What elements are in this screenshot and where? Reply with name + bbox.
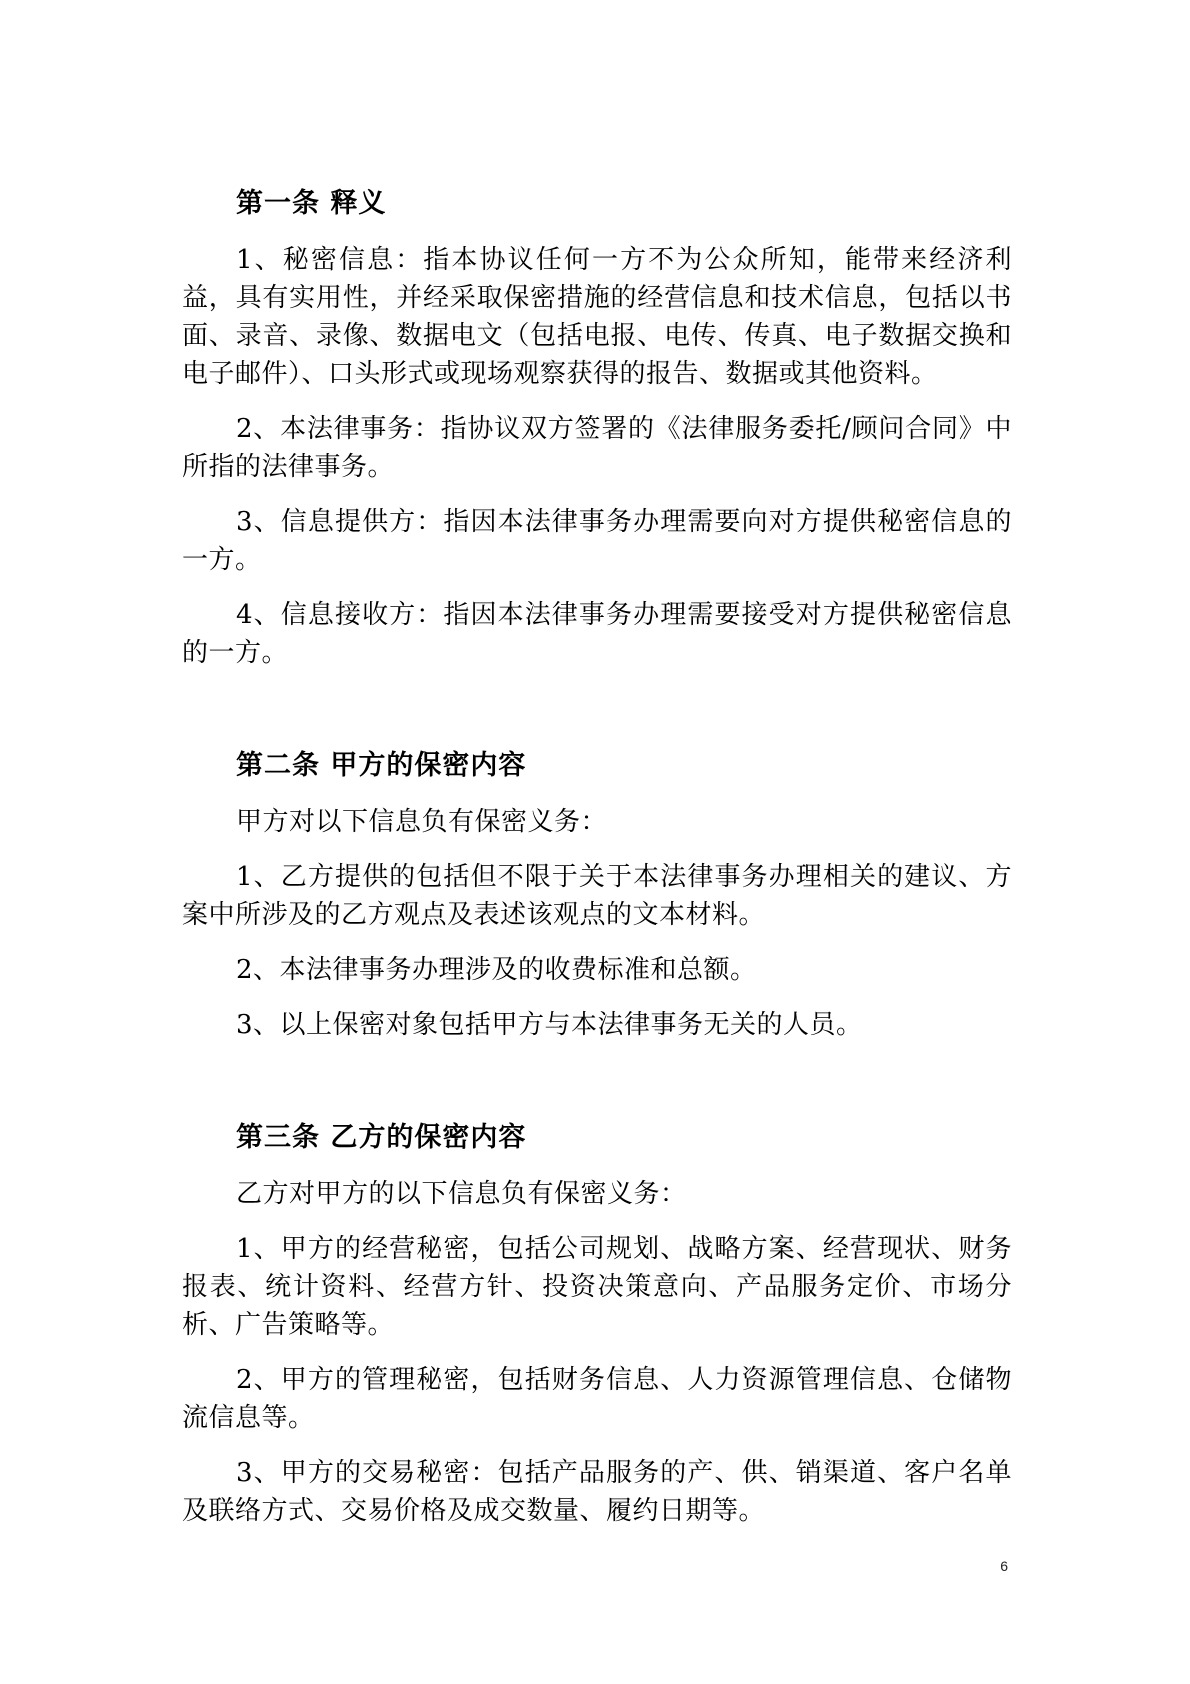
paragraph: 1、乙方提供的包括但不限于关于本法律事务办理相关的建议、方案中所涉及的乙方观点及表述该观点的文本材料。 (182, 862, 1012, 930)
section-spacer (182, 1061, 1012, 1119)
section-heading-3: 第三条 乙方的保密内容 (236, 1122, 527, 1153)
paragraph: 甲方对以下信息负有保密义务： (236, 807, 608, 837)
page-number: 6 (1000, 1558, 1008, 1574)
paragraph: 2、本法律事务办理涉及的收费标准和总额。 (236, 955, 757, 985)
section-heading-2: 第二条 甲方的保密内容 (236, 750, 527, 781)
paragraph: 2、甲方的管理秘密，包括财务信息、人力资源管理信息、仓储物流信息等。 (182, 1365, 1012, 1433)
paragraph: 4、信息接收方：指因本法律事务办理需要接受对方提供秘密信息的一方。 (182, 600, 1012, 668)
section-heading-1: 第一条 释义 (236, 188, 387, 219)
section-spacer (182, 689, 1012, 747)
paragraph: 3、信息提供方：指因本法律事务办理需要向对方提供秘密信息的一方。 (182, 507, 1012, 575)
paragraph: 3、以上保密对象包括甲方与本法律事务无关的人员。 (236, 1010, 863, 1040)
paragraph: 1、甲方的经营秘密，包括公司规划、战略方案、经营现状、财务报表、统计资料、经营方针、投资决策意向、产品服务定价、市场分析、广告策略等。 (182, 1234, 1012, 1340)
paragraph: 3、甲方的交易秘密：包括产品服务的产、供、销渠道、客户名单及联络方式、交易价格及成交数量、履约日期等。 (182, 1458, 1012, 1526)
page-content (182, 185, 1012, 1547)
paragraph: 1、秘密信息：指本协议任何一方不为公众所知，能带来经济利益，具有实用性，并经采取保密措施的经营信息和技术信息，包括以书面、录音、录像、数据电文（包括电报、电传、传真、电子数据交换和电子邮件）、口头形式或现场观察获得的报告、数据或其他资料。 (182, 245, 1012, 389)
paragraph: 乙方对甲方的以下信息负有保密义务： (236, 1179, 687, 1209)
paragraph: 2、本法律事务：指协议双方签署的《法律服务委托/顾问合同》中所指的法律事务。 (182, 414, 1012, 482)
